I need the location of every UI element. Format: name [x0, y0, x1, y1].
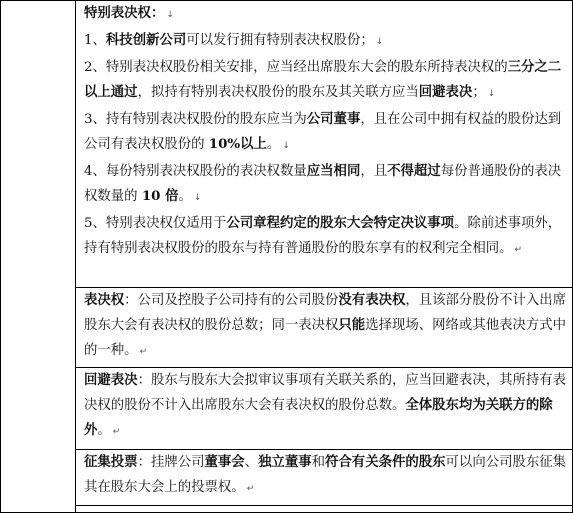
- text-run: 选择现场、网络或其他表决方式中的一种。: [84, 318, 567, 358]
- text-run: 3、持有特别表决权股份的股东应当为: [84, 112, 307, 127]
- bold-text-run: 独立董事: [258, 454, 312, 470]
- text-run: 2、特别表决权股份相关安排，应当经出席股东大会的股东所持表决权的: [84, 60, 508, 75]
- special-voting-item: [84, 28, 568, 55]
- bold-text-run: 回避表决: [84, 372, 138, 388]
- bold-text-run: 科技创新公司: [105, 32, 187, 48]
- text-run: 。: [266, 137, 281, 152]
- bold-text-run: 公司章程约定的股东大会特定决议事项: [226, 215, 455, 231]
- recusal-paragraph: [84, 368, 568, 445]
- text-run: ，拟持有特别表决权股份的股东及其关联方应当: [137, 85, 419, 100]
- text-run: 可以发行拥有特别表决权股份；: [186, 33, 374, 48]
- bold-text-run: 符合有关条件的股东: [325, 454, 446, 470]
- special-voting-item: [84, 107, 568, 159]
- bold-text-run: 董事会: [204, 454, 245, 470]
- paragraph-mark: ↵: [139, 347, 148, 357]
- special-voting-title-line: [84, 1, 568, 28]
- special-voting-cell: [76, 1, 573, 288]
- text-run: 。除前述事项外，持有特别表决权股份的股东与持有普通股份的股东享有的权利完全相同。: [84, 216, 562, 256]
- line-break-mark: ↓: [282, 141, 290, 151]
- line-break-mark: ↓: [487, 89, 496, 99]
- line-break-mark: ↓: [166, 10, 174, 20]
- special-voting-item: [84, 55, 568, 107]
- text-run: ：股东与股东大会拟审议事项有关联关系的，应当回避表决，其所持有表决权的股份不计入出席股东大会有表决权的股份总数。: [84, 373, 567, 413]
- paragraph-mark: ↵: [246, 484, 255, 494]
- text-run: ，且该部分股份不计入出席股东大会有表决权的股份总数；同一表决权: [84, 293, 567, 333]
- bold-text-run: 全体股东均为关联方的除外: [84, 397, 553, 438]
- text-run: ，且: [360, 164, 388, 179]
- line-break-mark: ↓: [375, 37, 384, 47]
- text-run: 。: [178, 189, 192, 204]
- recusal-cell: [76, 368, 573, 450]
- text-run: 4、每份特别表决权股份的表决权数量: [84, 164, 307, 179]
- text-run: 、: [244, 455, 259, 470]
- bold-text-run: 征集投票: [84, 454, 138, 470]
- paragraph-mark: ↵: [112, 427, 121, 437]
- text-run: 1、: [84, 33, 106, 48]
- text-run: ；: [472, 85, 486, 100]
- line-break-mark: ↓: [193, 193, 202, 203]
- bold-text-run: 10%以上: [208, 136, 267, 152]
- text-run: 。: [97, 423, 111, 438]
- special-voting-item: [84, 211, 568, 263]
- text-run: ：公司及控股子公司持有的公司股份: [124, 293, 339, 308]
- left-column-cell: [1, 1, 76, 513]
- text-run: 可以向公司股东征集其在股东大会上的投票权。: [84, 455, 567, 495]
- bold-text-run: 只能: [338, 317, 366, 333]
- voting-rights-cell: [76, 288, 573, 368]
- empty-cell: [76, 506, 573, 513]
- bold-text-run: 没有表决权: [338, 292, 406, 308]
- paragraph-mark: ↵: [514, 245, 523, 255]
- text-run: ：挂牌公司: [137, 455, 205, 470]
- bold-text-run: 不得超过: [387, 163, 441, 179]
- proxy-cell: [76, 450, 573, 506]
- bold-text-run: 回避表决: [418, 84, 473, 100]
- voting-rights-paragraph: [84, 288, 568, 365]
- text-run: 和: [311, 455, 326, 470]
- special-voting-item: [84, 159, 568, 211]
- bold-text-run: 10 倍: [141, 188, 179, 204]
- bold-text-run: 应当相同: [306, 163, 361, 179]
- text-run: 5、特别表决权仅适用于: [84, 216, 227, 231]
- bold-text-run: 公司董事: [306, 111, 361, 127]
- text-run: 每份普通股份的表决权数量的: [84, 164, 562, 204]
- bold-text-run: 表决权: [84, 292, 125, 308]
- special-voting-title: 特别表决权：: [84, 5, 165, 21]
- text-run: ，且在公司中拥有权益的股份达到公司有表决权股份的: [84, 112, 562, 152]
- bold-text-run: 三分之二以上通过: [84, 59, 562, 100]
- proxy-paragraph: [84, 450, 568, 502]
